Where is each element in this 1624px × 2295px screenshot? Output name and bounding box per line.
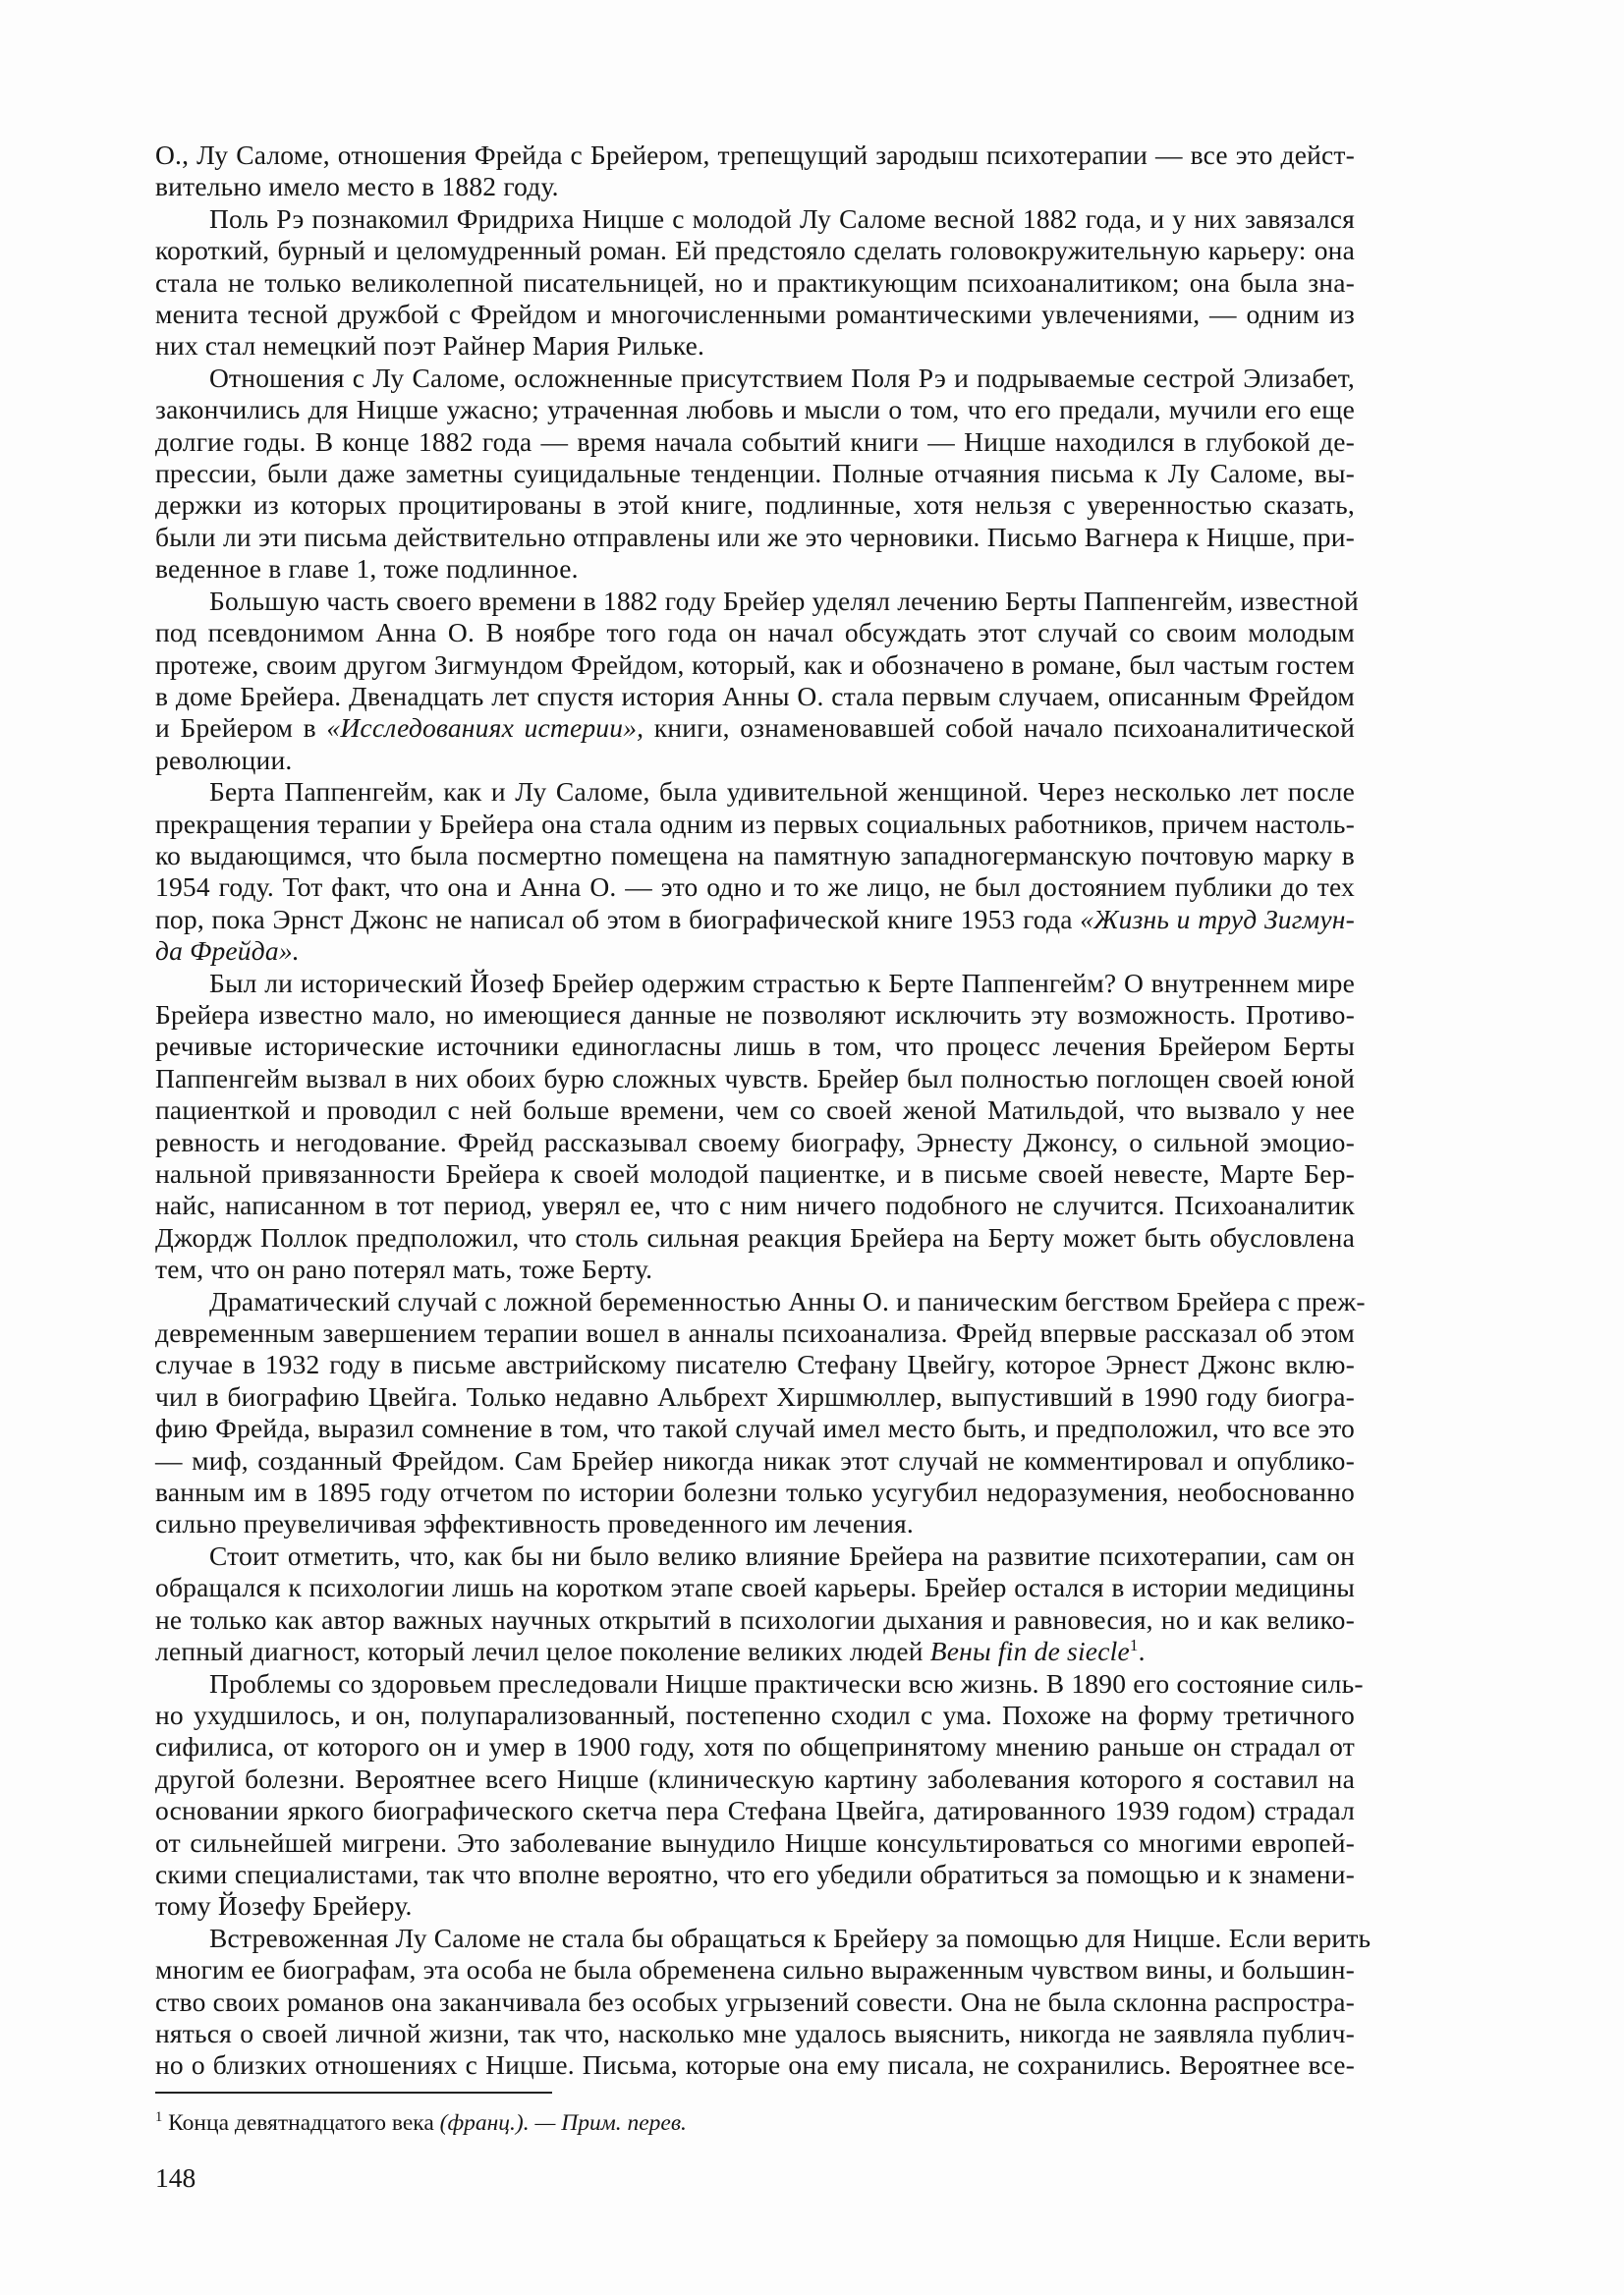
- footnote-reference: 1: [1129, 1635, 1139, 1654]
- footnote-separator: [155, 2092, 552, 2094]
- text-line: короткий, бурный и целомудренный роман. Ей предстояло сделать головокружительную карьеру: она: [155, 235, 1355, 266]
- text-line: ко выдающимся, что была посмертно помещена на памятную западногерманскую почтовую марку в: [155, 839, 1355, 870]
- italic-text: (франц.). — Прим. перев.: [439, 2110, 687, 2136]
- footnote: $^1$ Конца девятнадцатого века (франц.). — Прим. перев.: [155, 2109, 687, 2136]
- page-number: 148: [155, 2162, 196, 2193]
- text-line: Драматический случай с ложной беременностью Анны О. и паническим бегством Брейера с преж-: [209, 1285, 1366, 1316]
- text-line: Берта Паппенгейм, как и Лу Саломе, была удивительной женщиной. Через несколько лет после: [209, 776, 1355, 808]
- italic-text: Вены fin de siecle: [929, 1636, 1130, 1667]
- text-line: но о близких отношениях с Ницше. Письма, которые она ему писала, не сохранились. Вероятнее все-: [155, 2049, 1355, 2081]
- paragraph: [155, 363, 1355, 586]
- text-line: Был ли исторический Йозеф Брейер одержим страстью к Берте Паппенгейм? О внутреннем мире: [209, 967, 1355, 998]
- text-line: долгие годы. В конце 1882 года — время начала событий книги — Ницше находился в глубокой де-: [155, 425, 1355, 457]
- text-line: революции.: [155, 744, 293, 775]
- text-line: 1954 году. Тот факт, что она и Анна О. — это одно и то же лицо, не был достоянием публики до тех: [155, 871, 1355, 903]
- text-line: протеже, своим другом Зигмундом Фрейдом, который, как и обозначено в романе, был частым гостем: [155, 648, 1355, 680]
- text-line: закончились для Ницше ужасно; утраченная любовь и мысли о том, что его предали, мучили его еще: [155, 394, 1355, 425]
- text-line: основании яркого биографического скетча пера Стефана Цвейга, датированного 1939 годом) страдал: [155, 1795, 1355, 1826]
- text-line: тому Йозефу Брейеру.: [155, 1890, 413, 1922]
- text-line: ство своих романов она заканчивала без особых угрызений совести. Она не была склонна распростра-: [155, 1986, 1355, 2017]
- paragraph: [155, 1285, 1366, 1540]
- text-line: — миф, созданный Фрейдом. Сам Брейер никогда никак этот случай не комментировал и опублико-: [155, 1444, 1355, 1476]
- text-line: О., Лу Саломе, отношения Фрейда с Брейером, трепещущий зародыш психотерапии — все это дейст-: [155, 140, 1355, 170]
- text-line: Поль Рэ познакомил Фридриха Ницше с молодой Лу Саломе весной 1882 года, и у них завязался: [209, 202, 1355, 234]
- paragraph: [155, 140, 1355, 203]
- text-line: прекращения терапии у Брейера она стала одним из первых социальных работников, причем настоль-: [155, 808, 1355, 839]
- paragraph: [155, 776, 1355, 967]
- text-line: Встревоженная Лу Саломе не стала бы обращаться к Брейеру за помощью для Ницше. Если верить: [209, 1922, 1372, 1953]
- text-line: них стал немецкий поэт Райнер Мария Рильке.: [155, 330, 705, 362]
- text-line: были ли эти письма действительно отправлены или же это черновики. Письмо Вагнера к Ницше, при-: [155, 521, 1355, 552]
- footnote-reference: 1: [155, 2109, 163, 2126]
- text-line: случае в 1932 году в письме австрийскому писателю Стефану Цвейгу, которое Эрнест Джонс вклю-: [155, 1349, 1355, 1380]
- text-line: не только как автор важных научных открытий в психологии дыхания и равновесия, но и как велико-: [155, 1603, 1355, 1635]
- text-line: от сильнейшей мигрени. Это заболевание вынудило Ницше консультироваться со многими европей-: [155, 1826, 1355, 1858]
- text-line: нальной привязанности Брейера к своей молодой пациентке, и в письме своей невесте, Марте Бер-: [155, 1158, 1355, 1189]
- text-line: скими специалистами, так что вполне вероятно, что его убедили обратиться за помощью и к знамени-: [155, 1858, 1355, 1889]
- text-line: прессии, были даже заметны суицидальные тенденции. Полные отчаяния письма к Лу Саломе, вы-: [155, 458, 1355, 489]
- text-line: пор, пока Эрнст Джонс не написал об этом в биографической книге 1953 года «Жизнь и труд Зигмун-: [155, 903, 1356, 934]
- text-line: сифилиса, от которого он и умер в 1900 году, хотя по общепринятому мнению раньше он страдал от: [155, 1731, 1355, 1763]
- text-line: речивые исторические источники единогласны лишь в том, что процесс лечения Брейером Берты: [155, 1031, 1355, 1062]
- italic-text: «Жизнь и труд Зигмун-: [1080, 903, 1356, 934]
- text-line: девременным завершением терапии вошел в анналы психоанализа. Фрейд впервые рассказал об этом: [155, 1317, 1355, 1349]
- text-line: другой болезни. Вероятнее всего Ницше (клиническую картину заболевания которого я составил на: [155, 1763, 1355, 1794]
- text-line: вительно имело место в 1882 году.: [155, 171, 559, 202]
- text-line: ревность и негодование. Фрейд рассказывал своему биографу, Эрнесту Джонсу, о сильной эмоцио-: [155, 1126, 1355, 1157]
- paragraph: [155, 585, 1359, 776]
- text-line: и Брейером в «Исследованиях истерии», книги, ознаменовавшей собой начало психоаналитической: [155, 712, 1355, 744]
- text-line: [155, 935, 1355, 967]
- text-line: многим ее биографам, эта особа не была обременена сильно выраженным чувством вины, и большин-: [155, 1954, 1355, 1986]
- text-line: найс, написанном в тот период, уверял ее, что с ним ничего подобного не случится. Психоаналитик: [155, 1190, 1355, 1221]
- text-line: стала не только великолепной писательницей, но и практикующим психоаналитиком; она была зна-: [155, 266, 1355, 298]
- text-line: Отношения с Лу Саломе, осложненные присутствием Поля Рэ и подрываемые сестрой Элизабет,: [209, 362, 1355, 393]
- text-line: Большую часть своего времени в 1882 году Брейер уделял лечению Берты Паппенгейм, известной: [209, 585, 1359, 616]
- text-line: под псевдонимом Анна О. В ноябре того года он начал обсуждать этот случай со своим молодым: [155, 617, 1355, 648]
- text-line: веденное в главе 1, тоже подлинное.: [155, 553, 579, 585]
- italic-text: да Фрейда».: [155, 935, 300, 967]
- paragraph: [155, 968, 1355, 1286]
- text-line: сильно преувеличивая эффективность проведенного им лечения.: [155, 1508, 914, 1539]
- paragraph: [155, 1667, 1364, 1923]
- text-line: Стоит отметить, что, как бы ни было велико влияние Брейера на развитие психотерапии, сам он: [209, 1539, 1355, 1571]
- text-line: держки из которых процитированы в этой книге, подлинные, хотя нельзя с уверенностью сказать,: [155, 489, 1355, 521]
- text-line: менита тесной дружбой с Фрейдом и многочисленными романтическими увлечениями, — одним из: [155, 299, 1355, 330]
- page-text: [155, 140, 1372, 2082]
- text-line: Джордж Поллок предположил, что столь сильная реакция Брейера на Берту может быть обусловлена: [155, 1221, 1355, 1253]
- text-line: обращался к психологии лишь на коротком этапе своей карьеры. Брейер остался в истории медицины: [155, 1572, 1355, 1603]
- text-line: тем, что он рано потерял мать, тоже Берту.: [155, 1254, 653, 1285]
- text-line: лепный диагност, который лечил целое поколение великих людей Вены fin de siecle$^1$.: [155, 1635, 1146, 1667]
- text-line: чил в биографию Цвейга. Только недавно Альбрехт Хиршмюллер, выпустивший в 1990 году биогра-: [155, 1380, 1355, 1412]
- paragraph: [155, 1540, 1355, 1668]
- text-line: но ухудшилось, и он, полупарализованный, постепенно сходил с ума. Похоже на форму третичного: [155, 1699, 1355, 1730]
- text-line: фию Фрейда, выразил сомнение в том, что такой случай имел место быть, и предположил, что все это: [155, 1413, 1355, 1444]
- text-line: пациенткой и проводил с ней больше времени, чем со своей женой Матильдой, что вызвало у нее: [155, 1094, 1355, 1126]
- text-line: Брейера известно мало, но имеющиеся данные не позволяют исключить эту возможность. Противо-: [155, 998, 1355, 1030]
- text-line: ванным им в 1895 году отчетом по истории болезни только усугубил недоразумения, необоснованно: [155, 1477, 1355, 1508]
- text-line: няться о своей личной жизни, так что, насколько мне удалось выяснить, никогда не заявляла публич-: [155, 2017, 1355, 2048]
- paragraph: [155, 1922, 1372, 2082]
- paragraph: [155, 203, 1355, 363]
- text-line: Проблемы со здоровьем преследовали Ницше практически всю жизнь. В 1890 его состояние силь-: [209, 1667, 1364, 1699]
- italic-text: «Исследованиях истерии»,: [326, 712, 644, 744]
- text-line: Паппенгейм вызвал в них обоих бурю сложных чувств. Брейер был полностью поглощен своей юной: [155, 1062, 1355, 1093]
- text-line: в доме Брейера. Двенадцать лет спустя история Анны О. стала первым случаем, описанным Фрейдом: [155, 680, 1355, 711]
